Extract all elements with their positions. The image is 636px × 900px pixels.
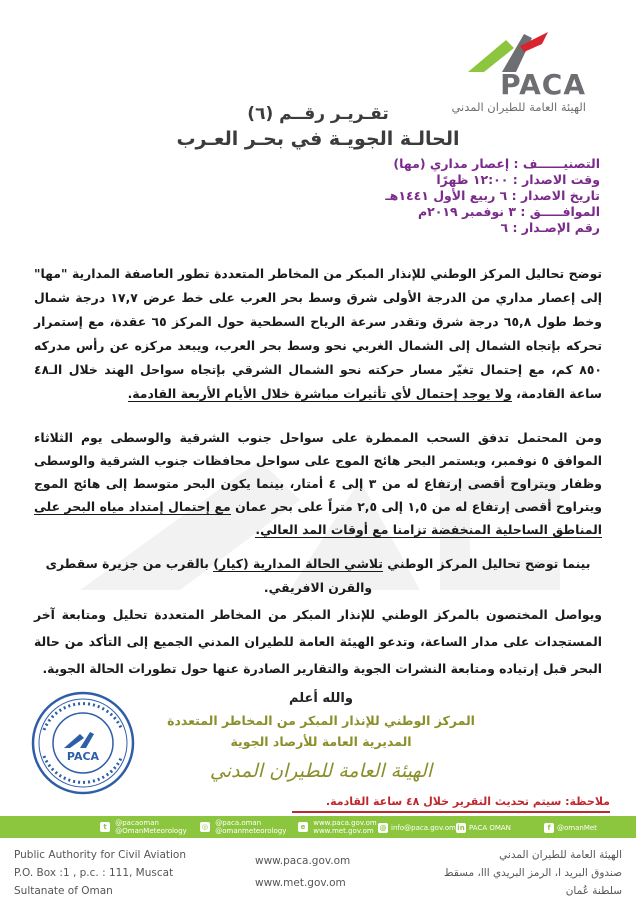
paragraph-3-before: بينما توضح تحاليل المركز الوطني — [387, 556, 591, 571]
footer-web-paca[interactable]: www.paca.gov.om — [255, 855, 351, 867]
web-link-1: www.paca.gov.om — [313, 819, 377, 827]
footer-en-po: P.O. Box :1 , p.c. : 111, Muscat — [14, 867, 174, 879]
footer-ar-country: سلطنة عُمان — [565, 885, 622, 897]
footer-instagram[interactable] — [200, 819, 286, 835]
paca-logo — [420, 28, 610, 116]
paragraph-4-text: ويواصل المختصون بالمركز الوطني للإنذار المبكر من المخاطر المتعددة تحليل ومتابعة آخر المستجدات على مدار الساعة، وتدعو الهيئة العامة للطيران المدني الجميع إلى التأكد من حالة البحر قبل إرتياده ومتابعة النشرات الجوية والتقارير الصادرة عنها حول تطورات الحالة الجوية. — [34, 607, 602, 676]
web-link-2: www.met.gov.om — [313, 827, 374, 835]
report-meta — [180, 156, 600, 236]
email-address: info@paca.gov.om — [391, 824, 456, 832]
meta-issue-time: وقت الاصدار : ١٢:٠٠ ظهرًا — [436, 172, 600, 187]
linkedin-icon: in — [457, 824, 465, 832]
footer-web-met[interactable]: www.met.gov.om — [255, 877, 346, 889]
paragraph-2-text: ومن المحتمل تدفق السحب الممطرة على سواحل جنوب الشرقية والوسطى يوم الثلاثاء الموافق ٥ نوفمبر، ويستمر البحر هائج الموج على سواحل محافظات جنوب الشرقية والوسطى وظفار ويتراوح أقصى إرتفاع له من ٣ إلى ٤ أمتار، بينما يكون البحر متوسط إلى هائج الموج ويتراوح أقصى إرتفاع له من ١,٥ إلى ٢,٥ متراً على بحر عمان — [34, 430, 602, 514]
footer-address-arabic — [444, 846, 622, 900]
signature-directorate: المديرية العامة للأرصاد الجوية — [230, 734, 412, 749]
meta-corresponding-date: الموافـــــق : ٣ نوفمبر ٢٠١٩م — [417, 204, 600, 219]
signature-block — [156, 688, 486, 788]
facebook-handle: @omanMet — [557, 824, 597, 832]
meta-issue-number: رقم الإصـدار : ٦ — [500, 220, 600, 235]
logo-arabic-name: الهيئة العامة للطيران المدني — [451, 100, 586, 114]
note-underline — [292, 811, 610, 813]
report-number-title: تقـريـر رقــم (٦) — [247, 104, 389, 124]
signature-center-name: المركز الوطني للإنذار المبكر من المخاطر المتعددة — [167, 713, 475, 728]
footer-websites — [255, 850, 350, 894]
footer-en-name: Public Authority for Civil Aviation — [14, 849, 187, 861]
email-icon: @ — [379, 824, 387, 832]
footer-web[interactable] — [298, 819, 377, 835]
linkedin-name: PACA OMAN — [469, 824, 511, 832]
report-titles — [0, 104, 636, 150]
facebook-icon: f — [544, 823, 554, 833]
globe-icon: e — [298, 822, 308, 832]
paragraph-kyarr-dissipation — [34, 552, 602, 600]
instagram-handle-1: @paca.oman — [215, 819, 262, 827]
instagram-icon: ◎ — [201, 823, 209, 831]
footer-twitter[interactable] — [100, 819, 187, 835]
paragraph-3-underlined: تلاشي الحالة المدارية (كيار) — [213, 556, 383, 571]
paragraph-1-text: توضح تحاليل المركز الوطني للإنذار المبكر من المخاطر المتعددة تطور العاصفة المدارية "مها" إلى إعصار مداري من الدرجة الأولى شرق وسط بحر العرب على خط عرض ١٧,٧ درجة شمال وخط طول ٦٥,٨ درجة شرق وتقدر سرعة الرياح السطحية حول المركز ٦٥ عقدة، مع إستمرار تحركه بإتجاه الشمال إلى الشمال الغربي نحو وسط بحر العرب، ويبعد مركزه عن رأس مدركه ٨٥٠ كم، مع إحتمال تغيّر مسار حركته نحو الشمال الشرقي بإتجاه سواحل الهند خلال الـ٤٨ ساعة القادمة، — [34, 266, 603, 401]
footer-ar-name: الهيئة العامة للطيران المدني — [499, 849, 622, 861]
logo-brand-text: PACA — [500, 68, 586, 101]
update-note: ملاحظة: سيتم تحديث التقرير خلال ٤٨ ساعة القادمة. — [325, 795, 610, 808]
paragraph-sea-state — [34, 426, 602, 541]
paragraph-monitoring — [34, 601, 602, 682]
footer-en-country: Sultanate of Oman — [14, 885, 113, 897]
footer-linkedin[interactable] — [456, 823, 511, 833]
footer-ar-po: صندوق البريد ا، الرمز البريدي ااا، مسقط — [443, 867, 622, 879]
signature-authority-calligraphy: الهيئة العامة للطيران المدني — [209, 760, 433, 782]
footer-address-english — [14, 846, 186, 900]
footer-social-bar — [0, 816, 636, 838]
stamp-brand: PACA — [66, 750, 100, 763]
twitter-handle-2: @OmanMeteorology — [115, 827, 187, 835]
footer-facebook[interactable] — [544, 823, 597, 833]
twitter-handle-1: @pacaoman — [115, 819, 159, 827]
official-stamp-icon — [30, 690, 136, 796]
paragraph-cyclone-analysis — [34, 262, 602, 406]
report-subject-title: الحالـة الجويـة في بحـر العـرب — [176, 128, 460, 150]
twitter-icon: t — [100, 822, 110, 832]
paragraph-3-after: بالقرب من جزيرة سقطرى والقرن الافريقي. — [45, 556, 373, 595]
instagram-handle-2: @omanmeteorology — [215, 827, 287, 835]
meta-classification: التصنيــــــف : إعصار مداري (مها) — [393, 156, 600, 171]
paragraph-2-underlined: مع إحتمال إمتداد مياه البحر على المناطق الساحلية المنخفضة تزامنا مع أوقات المد العالي. — [34, 499, 602, 537]
meta-issue-date: تاريخ الاصدار : ٦ ربيع الأول ١٤٤١هـ — [385, 188, 600, 203]
signature-regards: والله أعلم — [289, 691, 353, 706]
paragraph-1-underlined: ولا يوجد إحتمال لأي تأثيرات مباشرة خلال الأيام الأربعة القادمة. — [127, 386, 512, 401]
footer-email[interactable] — [378, 823, 456, 833]
